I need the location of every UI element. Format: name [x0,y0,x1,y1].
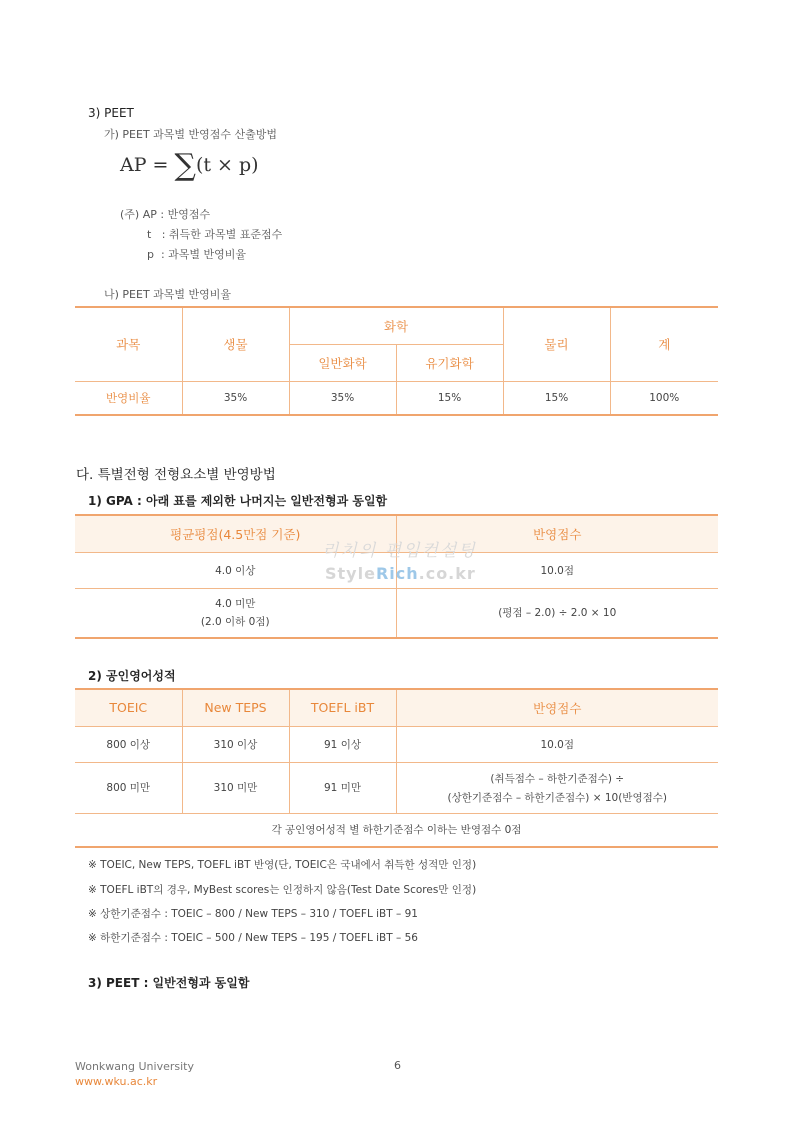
col-gen-chem: 일반화학 [289,344,396,381]
note-p: p : 과목별 반영비율 [147,248,247,261]
eng-heading: 2) 공인영어성적 [88,669,176,683]
page-number: 6 [394,1059,401,1072]
gpa-row2-score: (평점 – 2.0) ÷ 2.0 × 10 [396,588,718,638]
value-phys: 15% [503,381,610,415]
eng-row1-score: 10.0점 [396,726,718,762]
eng-row1-toefl: 91 이상 [289,726,396,762]
col-total: 계 [610,307,718,381]
watermark-korean: 리치의 편입컨설팅 [322,541,477,561]
col-bio: 생물 [182,307,289,381]
peet-ratio-table [75,306,718,416]
col-toefl: TOEFL iBT [289,689,396,726]
eng-row1-teps: 310 이상 [182,726,289,762]
col-teps: New TEPS [182,689,289,726]
eng-row2-toefl: 91 미만 [289,762,396,813]
gpa-row2-line1: 4.0 미만 [215,598,256,611]
note-3: ※ 상한기준점수 : TOEIC – 800 / New TEPS – 310 / TOEFL iBT – 91 [88,908,418,920]
watermark-domain: .co.kr [418,564,476,583]
note-1: ※ TOEIC, New TEPS, TOEFL iBT 반영(단, TOEIC은 국내에서 취득한 성적만 인정) [88,859,477,871]
eng-footer: 각 공인영어성적 별 하한기준점수 이하는 반영점수 0점 [75,813,718,847]
special-heading: 다. 특별전형 전형요소별 반영방법 [76,467,276,483]
english-table [75,688,718,848]
eng-row2-teps: 310 미만 [182,762,289,813]
col-gpa: 평균평점(4.5만점 기준) [75,515,396,552]
footer-url[interactable]: www.wku.ac.kr [75,1075,158,1088]
col-eng-score: 반영점수 [396,689,718,726]
col-toeic: TOEIC [75,689,182,726]
eng-row2-score-line2: (상한기준점수 – 하한기준점수) × 10(반영점수) [447,791,667,804]
note-2: ※ TOEFL iBT의 경우, MyBest scores는 인정하지 않음(Test Date Scores만 인정) [88,884,477,896]
formula-lhs: AP = [120,154,169,176]
note-ap: (주) AP : 반영점수 [120,208,211,221]
col-chem: 화학 [289,307,503,344]
gpa-row1-score: 10.0점 [396,552,718,588]
watermark-rich: Rich [375,564,419,583]
row-label: 반영비율 [75,381,182,415]
watermark-style: Style [325,564,376,583]
col-gpa-score: 반영점수 [396,515,718,552]
col-subject: 과목 [75,307,182,381]
peet-heading: 3) PEET [88,106,134,120]
col-phys: 물리 [503,307,610,381]
note-t: t : 취득한 과목별 표준점수 [147,228,283,241]
watermark-site [325,564,476,583]
value-total: 100% [610,381,718,415]
peet-calc-title: 가) PEET 과목별 반영점수 산출방법 [104,128,278,141]
gpa-row1-gpa: 4.0 이상 [75,552,396,588]
eng-row2-score-line1: (취득점수 – 하한기준점수) ÷ [490,772,625,785]
eng-row2-toeic: 800 미만 [75,762,182,813]
gpa-heading: 1) GPA : 아래 표를 제외한 나머지는 일반전형과 동일함 [88,494,388,508]
col-org-chem: 유기화학 [396,344,503,381]
peet-ratio-title: 나) PEET 과목별 반영비율 [104,288,232,301]
gpa-row2-line2: (2.0 이하 0점) [200,616,270,629]
special-peet-heading: 3) PEET : 일반전형과 동일함 [88,976,250,990]
gpa-row2-gpa [75,588,396,638]
peet-formula [120,148,259,183]
value-bio: 35% [182,381,289,415]
value-org-chem: 15% [396,381,503,415]
eng-row2-score [396,762,718,813]
sigma-symbol: ∑ [174,148,196,183]
note-4: ※ 하한기준점수 : TOEIC – 500 / New TEPS – 195 / TOEFL iBT – 56 [88,932,418,944]
value-gen-chem: 35% [289,381,396,415]
footer-university: Wonkwang University [75,1060,194,1073]
eng-row1-toeic: 800 이상 [75,726,182,762]
formula-rhs: (t × p) [195,154,259,176]
